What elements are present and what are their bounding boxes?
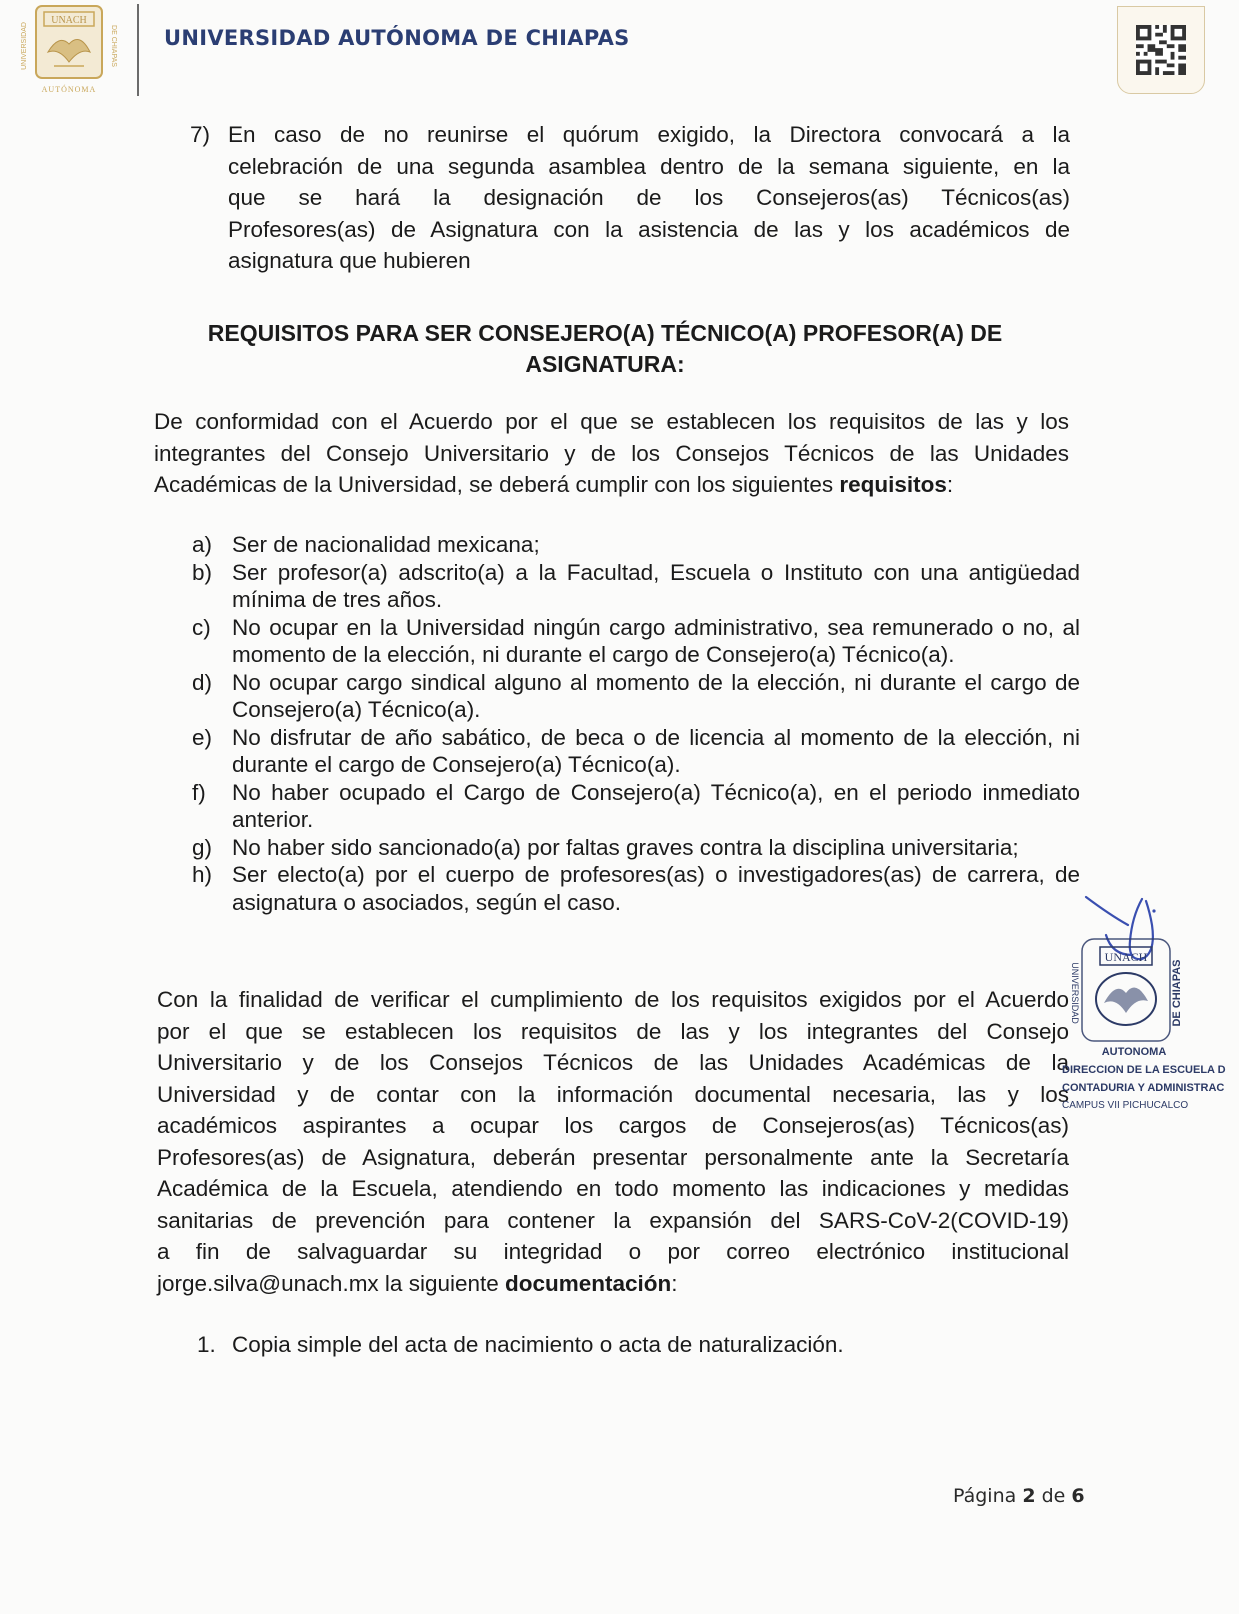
qr-code-icon: [1135, 25, 1187, 75]
text-line: por el que se establecen los requisitos de las y los integrantes del Consejo: [157, 1018, 1069, 1044]
documentation-paragraph: [157, 984, 1069, 1299]
text-span: Académicas de la Universidad, se deberá cumplir con los siguientes: [154, 472, 840, 497]
svg-text:AUTÓNOMA: AUTÓNOMA: [41, 85, 97, 94]
section-title-line: REQUISITOS PARA SER CONSEJERO(A) TÉCNICO(A) PROFESOR(A) DE: [207, 320, 1003, 346]
list-letter: f): [192, 779, 206, 805]
text-line: Profesores(as) de Asignatura con la asistencia de las y los académicos de: [228, 216, 1070, 242]
list-item-text: No haber ocupado el Cargo de Consejero(a) Técnico(a), en el periodo inmediato anterior.: [232, 779, 1080, 832]
list-item-text: No haber sido sancionado(a) por faltas graves contra la disciplina universitaria;: [232, 834, 1019, 860]
svg-text:UNIVERSIDAD: UNIVERSIDAD: [1070, 962, 1080, 1024]
list-item: [190, 669, 1080, 724]
text-line: [157, 1268, 1069, 1300]
list-letter: a): [192, 532, 213, 557]
list-letter: b): [192, 559, 213, 585]
svg-text:AUTONOMA: AUTONOMA: [1101, 1046, 1167, 1058]
text-span: :: [946, 472, 954, 497]
page-of: de: [1035, 1485, 1072, 1507]
text-line: Académica de la Escuela, atendiendo en todo momento las indicaciones y medidas: [157, 1176, 1069, 1201]
text-span: :: [671, 1270, 678, 1296]
text-line: [154, 469, 1069, 501]
page-label: Página: [953, 1485, 1023, 1507]
svg-text:DE CHIAPAS: DE CHIAPAS: [110, 25, 117, 67]
email-text: jorge.silva@unach.mx la siguiente: [157, 1270, 506, 1296]
svg-text:CAMPUS VII PICHUCALCO: CAMPUS VII PICHUCALCO: [1062, 1100, 1189, 1111]
list-item: [190, 724, 1080, 779]
text-line: De conformidad con el Acuerdo por el que se establecen los requisitos de las y los: [154, 409, 1069, 434]
svg-text:UNIVERSIDAD: UNIVERSIDAD: [21, 22, 28, 70]
header-divider: [137, 4, 139, 96]
text-line: asignatura que hubieren: [228, 248, 471, 273]
item-7-text: [228, 119, 1070, 274]
text-line: celebración de una segunda asamblea dentro de la semana siguiente, en la: [228, 153, 1070, 179]
section-title: [160, 318, 1050, 380]
list-item: [190, 531, 1080, 559]
list-letter: g): [192, 834, 213, 860]
list-item-text: Copia simple del acta de nacimiento o acta de naturalización.: [232, 1332, 844, 1357]
list-number: 1.: [197, 1332, 216, 1357]
svg-text:UNACH: UNACH: [51, 15, 87, 26]
item-number: 7): [190, 122, 211, 147]
list-letter: e): [192, 724, 213, 750]
list-item-text: Ser de nacionalidad mexicana;: [232, 532, 540, 557]
list-item-text: No ocupar en la Universidad ningún cargo administrativo, sea remunerado o no, al momento de la elección, ni durante el cargo de Consejero(a) Técnico(a).: [232, 614, 1080, 667]
list-letter: d): [192, 669, 213, 695]
text-line: En caso de no reunirse el quórum exigido, la Directora convocará a la: [228, 122, 1070, 147]
requirements-list: [190, 531, 1080, 916]
svg-text:DE CHIAPAS: DE CHIAPAS: [1171, 959, 1183, 1027]
bold-text: documentación: [505, 1270, 672, 1296]
page-current: 2: [1022, 1485, 1036, 1507]
official-stamp: [1062, 895, 1239, 1150]
list-item-text: No ocupar cargo sindical alguno al momento de la elección, ni durante el cargo de Consejero(a) Técnico(a).: [232, 669, 1080, 722]
list-item: [190, 559, 1080, 614]
list-item: [190, 834, 1080, 862]
list-item: [190, 779, 1080, 834]
list-item-text: Ser electo(a) por el cuerpo de profesores(as) o investigadores(as) de carrera, de asignatura o asociados, según el caso.: [232, 862, 1080, 915]
university-name: UNIVERSIDAD AUTÓNOMA DE CHIAPAS: [164, 26, 630, 50]
text-line: Universidad y de contar con la información documental necesaria, las y los: [157, 1081, 1069, 1107]
section-title-line: ASIGNATURA:: [525, 351, 685, 377]
bold-text: requisitos: [839, 472, 947, 497]
text-line: a fin de salvaguardar su integridad o por correo electrónico institucional: [157, 1239, 1069, 1264]
list-item: [190, 614, 1080, 669]
list-letter: h): [192, 862, 213, 887]
qr-code-frame: [1117, 6, 1205, 94]
text-line: Con la finalidad de verificar el cumplimiento de los requisitos exigidos por el Acuerdo: [157, 987, 1069, 1012]
intro-paragraph: [154, 406, 1069, 501]
svg-text:UNACH: UNACH: [1104, 950, 1148, 964]
text-line: integrantes del Consejo Universitario y de los Consejos Técnicos de las Unidades: [154, 440, 1069, 466]
list-item-text: No disfrutar de año sabático, de beca o de licencia al momento de la elección, ni durante el cargo de Consejero(a) Técnico(a).: [232, 724, 1080, 777]
text-line: académicos aspirantes a ocupar los cargos de Consejeros(as) Técnicos(as): [157, 1113, 1069, 1138]
svg-text:CONTADURIA Y ADMINISTRAC: CONTADURIA Y ADMINISTRAC: [1062, 1082, 1225, 1094]
unach-logo-icon: [14, 2, 124, 96]
page-total: 6: [1071, 1485, 1085, 1507]
svg-text:DIRECCION DE LA ESCUELA D: DIRECCION DE LA ESCUELA D: [1062, 1064, 1226, 1076]
list-item: [190, 861, 1080, 916]
page-number: [953, 1485, 1085, 1507]
list-letter: c): [192, 614, 211, 640]
list-item-text: Ser profesor(a) adscrito(a) a la Facultad, Escuela o Instituto con una antigüedad mínima de tres años.: [232, 559, 1080, 612]
text-line: que se hará la designación de los Consejeros(as) Técnicos(as): [228, 185, 1070, 210]
text-line: sanitarias de prevención para contener la expansión del SARS-CoV-2(COVID-19): [157, 1207, 1069, 1233]
text-line: Universitario y de los Consejos Técnicos de las Unidades Académicas de la: [157, 1050, 1069, 1075]
text-line: Profesores(as) de Asignatura, deberán presentar personalmente ante la Secretaría: [157, 1144, 1069, 1170]
